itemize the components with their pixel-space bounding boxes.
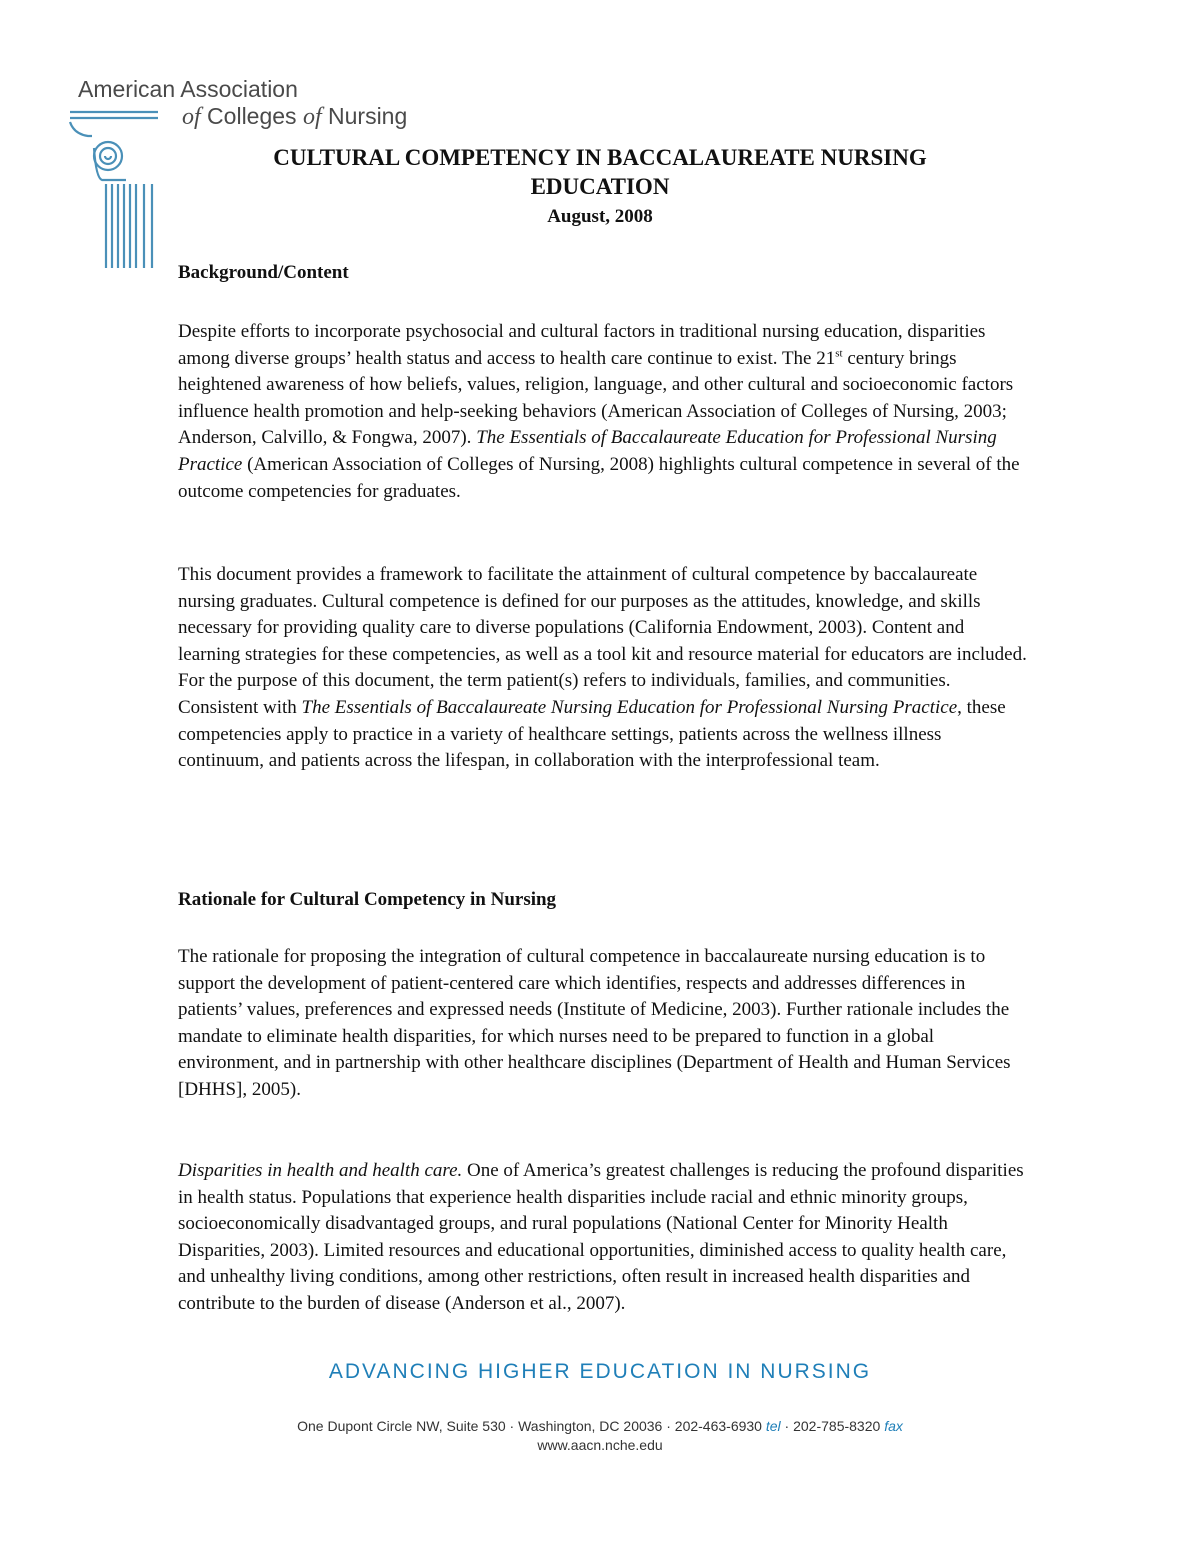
logo-of-2: of (302, 104, 322, 130)
paragraph-background-2 (178, 562, 1028, 775)
paragraph-background-1 (178, 319, 1028, 505)
footer-website-link[interactable]: www.aacn.nche.edu (537, 1437, 663, 1453)
logo-org-line2 (182, 103, 407, 131)
section-heading-rationale: Rationale for Cultural Competency in Nursing (178, 889, 557, 910)
paragraph-disparities (178, 1158, 1028, 1318)
p1-text-b: century brings heightened awareness of how beliefs, values, religion, language, and other cultural and socioeconomic factors influence health promotion and help-seeking behaviors (American Association of Colleges of Nursing, 2003; Anderson, Calvillo, & Fongwa, 2007). (178, 347, 1014, 449)
logo-nursing: Nursing (321, 103, 408, 129)
disparities-text: One of America’s greatest challenges is reducing the profound disparities in health status. Populations that experience health disparities include racial and ethnic minority groups, socioeconomically disadvantaged groups, and rural populations (National Center for Minority Health Disparities, 2003). Limited resources and educational opportunities, diminished access to quality health care, and unhealthy living conditions, among other restrictions, often result in increased health disparities and contribute to the burden of disease (Anderson et al., 2007). (178, 1160, 1024, 1314)
footer-slogan: ADVANCING HIGHER EDUCATION IN NURSING (328, 1360, 872, 1383)
p1-superscript: st (835, 347, 843, 360)
footer-fax-label: fax (884, 1418, 903, 1434)
p2-text-b: , these competencies apply to practice in a variety of healthcare settings, patients across the wellness illness continuum, and patients across the lifespan, in collaboration with the interprofessional team. (178, 696, 1006, 772)
p1-text-c: (American Association of Colleges of Nursing, 2008) highlights cultural competence in several of the outcome competencies for graduates. (178, 453, 1020, 502)
footer-tel-label: tel (765, 1418, 781, 1434)
footer-fax-number: · 202-785-8320 (780, 1418, 885, 1434)
logo-org-line1: American Association (78, 76, 298, 102)
aacn-logo (66, 72, 446, 272)
section-heading-background: Background/Content (178, 262, 349, 283)
paragraph-rationale-1: The rationale for proposing the integration of cultural competence in baccalaureate nursing education is to support the development of patient-centered care which identifies, respects and addresses differences in patients’ values, preferences and expressed needs (Institute of Medicine, 2003). Further rationale includes the mandate to eliminate health disparities, for which nurses need to be prepared to function in a global environment, and in partnership with other healthcare disciplines (Department of Health and Human Services [DHHS], 2005). (178, 946, 1011, 1100)
logo-of-1: of (182, 104, 201, 130)
p2-text-a: This document provides a framework to facilitate the attainment of cultural competence by baccalaureate nursing graduates. Cultural competence is defined for our purposes as the attitudes, knowledge, and skills necessary for providing quality care to diverse populations (California Endowment, 2003). Content and learning strategies for these competencies, as well as a tool kit and resource material for educators are included. For the purpose of this document, the term patient(s) refers to individuals, families, and communities. Consistent with (178, 564, 1027, 718)
p2-italic-title: The Essentials of Baccalaureate Nursing Education for Professional Nursing Practice (301, 696, 958, 718)
p1-text-a: Despite efforts to incorporate psychosocial and cultural factors in traditional nursing education, disparities among diverse groups’ health status and access to health care continue to exist. The 21 (178, 321, 986, 369)
document-date: August, 2008 (547, 206, 653, 227)
logo-colleges: Colleges (200, 103, 303, 129)
footer-address-text: One Dupont Circle NW, Suite 530 · Washington, DC 20036 · 202-463-6930 (297, 1418, 766, 1434)
p1-italic-title: The Essentials of Baccalaureate Education for Professional Nursing Practice (178, 427, 997, 475)
document-title-line2: EDUCATION (530, 174, 670, 199)
document-title-line1: CULTURAL COMPETENCY IN BACCALAUREATE NURSING (273, 145, 927, 170)
footer-address (0, 1418, 1200, 1434)
disparities-italic-lead: Disparities in health and health care. (178, 1160, 463, 1181)
